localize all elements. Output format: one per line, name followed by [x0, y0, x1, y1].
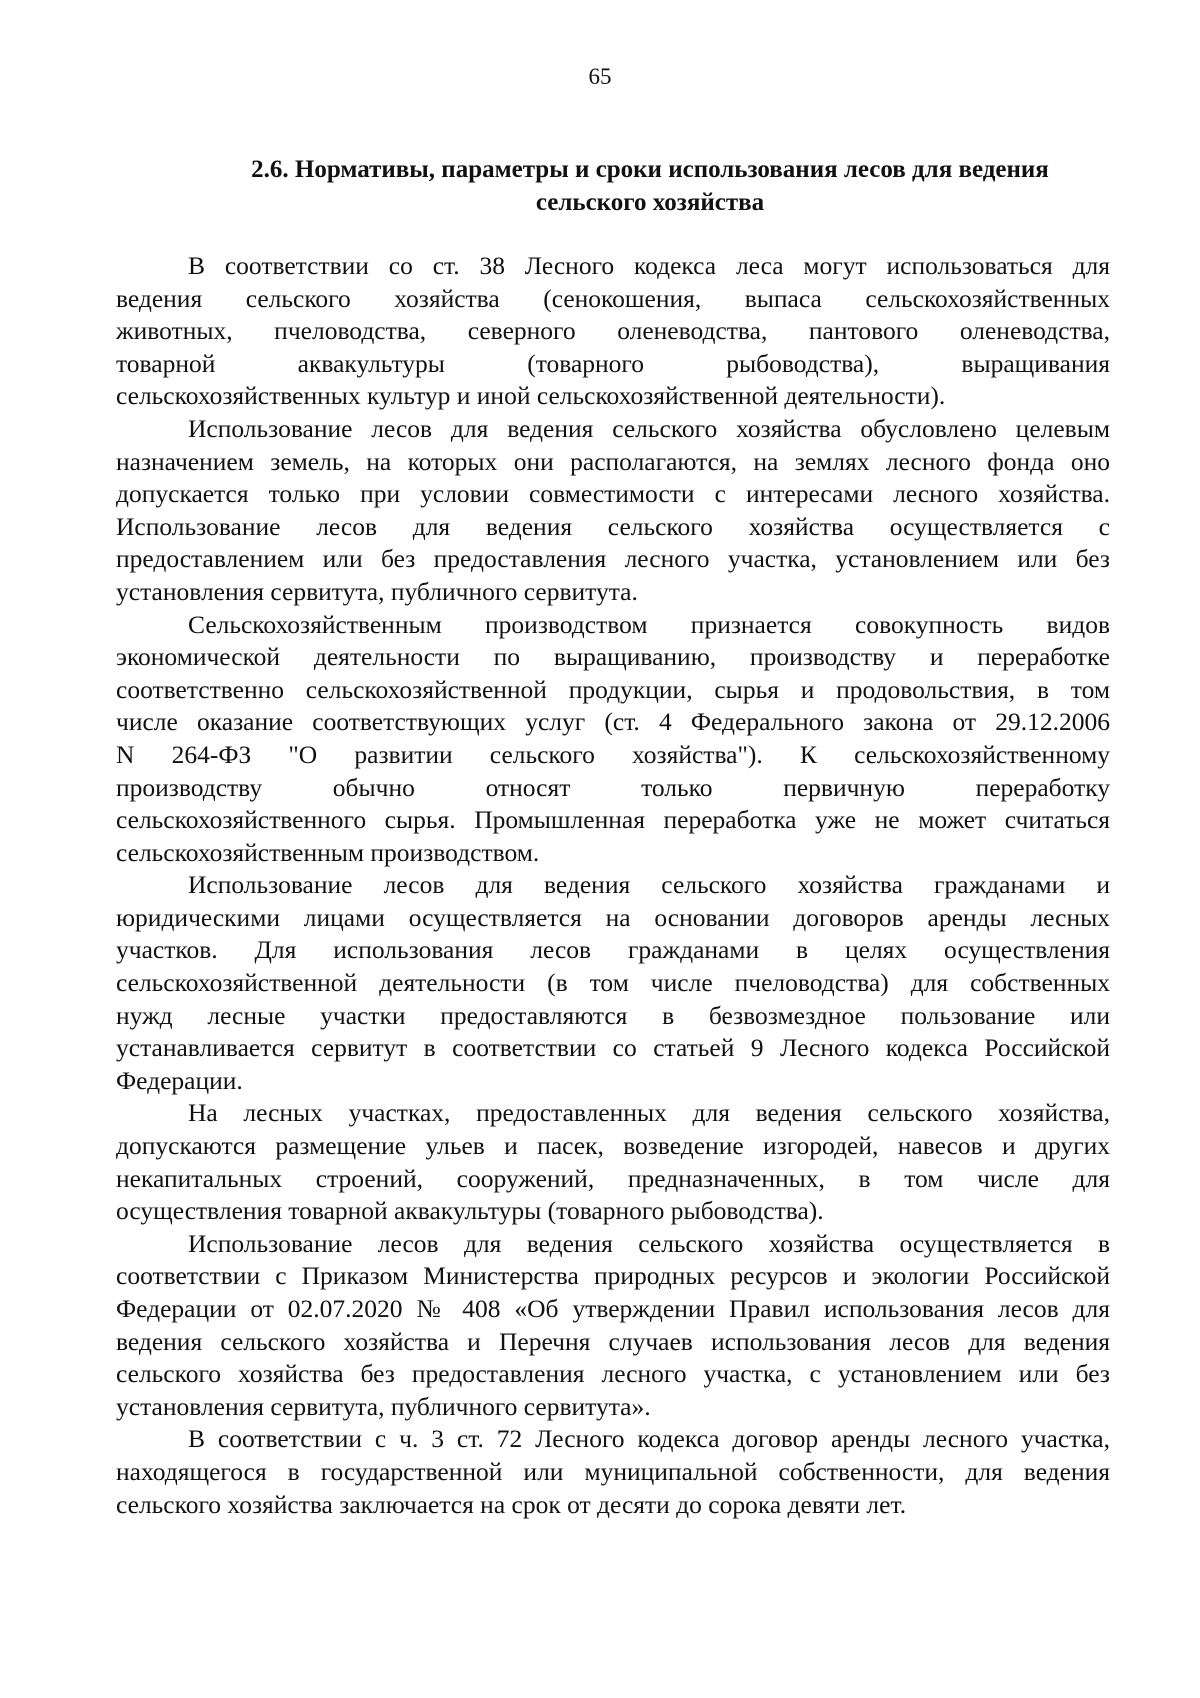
paragraph-line: производству обычно относят только первичную переработку [116, 772, 1110, 802]
paragraph-line: допускается только при условии совместимости с интересами лесного хозяйства. [116, 479, 1110, 509]
paragraph-line: предоставлением или без предоставления лесного участка, установлением или без [116, 544, 1110, 574]
paragraph-line: назначением земель, на которых они располагаются, на землях лесного фонда оно [116, 446, 1110, 476]
paragraph-line: Использование лесов для ведения сельского хозяйства гражданами и [188, 870, 1110, 900]
paragraph-line: В соответствии с ч. 3 ст. 72 Лесного кодекса договор аренды лесного участка, [188, 1424, 1110, 1454]
document-body [116, 250, 1110, 1521]
paragraph-line: осуществления товарной аквакультуры (товарного рыбоводства). [116, 1196, 824, 1226]
paragraph-line: сельскохозяйственного сырья. Промышленная переработка уже не может считаться [116, 805, 1110, 835]
paragraph [116, 1423, 1110, 1521]
paragraph-line: На лесных участках, предоставленных для ведения сельского хозяйства, [188, 1098, 1110, 1128]
paragraph-line: некапитальных строений, сооружений, предназначенных, в том числе для [116, 1163, 1110, 1193]
paragraph-line: соответствии с Приказом Министерства природных ресурсов и экологии Российской [116, 1261, 1110, 1291]
paragraph-line: ведения сельского хозяйства и Перечня случаев использования лесов для ведения [116, 1326, 1110, 1356]
paragraph-line: животных, пчеловодства, северного оленеводства, пантового оленеводства, [116, 316, 1110, 346]
page-number: 65 [588, 64, 612, 89]
paragraph-line: сельскохозяйственным производством. [116, 837, 540, 867]
paragraph-line: Использование лесов для ведения сельского хозяйства обусловлено целевым [188, 413, 1110, 443]
paragraph-line: товарной аквакультуры (товарного рыбоводства), выращивания [116, 348, 1110, 378]
paragraph-line: сельскохозяйственных культур и иной сельскохозяйственной деятельности). [116, 381, 946, 411]
paragraph-line: Сельскохозяйственным производством признается совокупность видов [188, 609, 1110, 639]
paragraph [116, 250, 1110, 413]
paragraph-line: нужд лесные участки предоставляются в безвозмездное пользование или [116, 1000, 1110, 1030]
section-heading-line-2: сельского хозяйства [535, 189, 765, 216]
paragraph-line: установления сервитута, публичного сервитута». [116, 1391, 651, 1421]
paragraph-line: N 264-ФЗ "О развитии сельского хозяйства"). К сельскохозяйственному [116, 739, 1110, 769]
paragraph-line: юридическими лицами осуществляется на основании договоров аренды лесных [116, 902, 1110, 932]
paragraph-line: Федерации от 02.07.2020 № 408 «Об утверждении Правил использования лесов для [116, 1294, 1110, 1323]
paragraph-line: сельского хозяйства заключается на срок от десяти до сорока девяти лет. [116, 1489, 907, 1519]
paragraph [116, 1228, 1110, 1424]
section-heading-line-1: 2.6. Нормативы, параметры и сроки использования лесов для ведения [251, 156, 1049, 183]
paragraph-line: установления сервитута, публичного сервитута. [116, 576, 638, 606]
paragraph-line: числе оказание соответствующих услуг (ст. 4 Федерального закона от 29.12.2006 [116, 707, 1110, 737]
section-heading [190, 153, 1110, 219]
paragraph [116, 609, 1110, 870]
paragraph-line: Федерации. [116, 1065, 243, 1095]
paragraph-line: Использование лесов для ведения сельского хозяйства осуществляется в [188, 1228, 1110, 1258]
paragraph [116, 1097, 1110, 1227]
paragraph-line: В соответствии со ст. 38 Лесного кодекса леса могут использоваться для [188, 251, 1110, 280]
paragraph [116, 413, 1110, 609]
paragraph-line: ведения сельского хозяйства (сенокошения, выпаса сельскохозяйственных [116, 283, 1110, 313]
paragraph-line: допускаются размещение ульев и пасек, возведение изгородей, навесов и других [116, 1131, 1110, 1161]
paragraph-line: Использование лесов для ведения сельского хозяйства осуществляется с [116, 511, 1110, 541]
paragraph-line: соответственно сельскохозяйственной продукции, сырья и продовольствия, в том [116, 674, 1110, 704]
paragraph-line: сельского хозяйства без предоставления лесного участка, с установлением или без [116, 1359, 1110, 1389]
paragraph-line: участков. Для использования лесов гражданами в целях осуществления [116, 935, 1110, 965]
paragraph-line: сельскохозяйственной деятельности (в том числе пчеловодства) для собственных [116, 968, 1110, 998]
paragraph [116, 869, 1110, 1097]
paragraph-line: устанавливается сервитут в соответствии со статьей 9 Лесного кодекса Российской [116, 1033, 1110, 1063]
paragraph-line: экономической деятельности по выращиванию, производству и переработке [116, 642, 1110, 672]
paragraph-line: находящегося в государственной или муниципальной собственности, для ведения [116, 1456, 1110, 1486]
